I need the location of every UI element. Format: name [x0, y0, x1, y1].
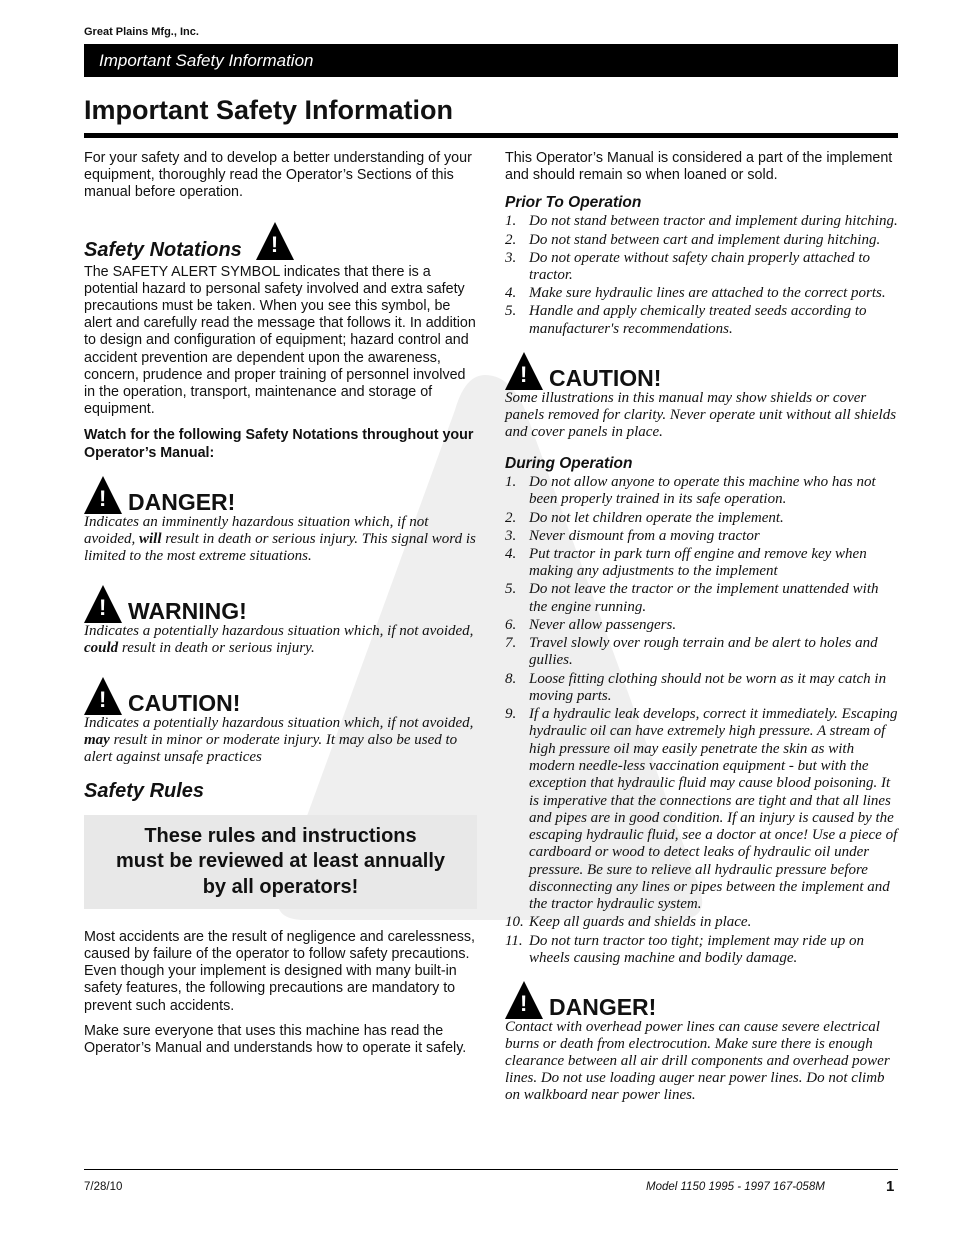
warning-emphasis: could: [84, 639, 119, 656]
item-text: Do not operate without safety chain properly attached to tractor.: [529, 249, 871, 284]
list-item: [505, 232, 899, 249]
list-item: [505, 581, 899, 616]
item-number: 3.: [505, 527, 517, 544]
item-number: 11.: [505, 932, 523, 949]
section-header-bar: Important Safety Information: [84, 44, 898, 77]
warning-text-b: result in death or serious injury.: [121, 639, 315, 656]
danger-description: [84, 514, 478, 565]
item-number: 4.: [505, 285, 517, 302]
warning-signal-word: WARNING!: [128, 597, 247, 624]
page-number: 1: [886, 1178, 895, 1195]
warning-alert-icon: [84, 585, 122, 623]
caution-signal-word: CAUTION!: [549, 365, 662, 392]
danger-signal-word: DANGER!: [549, 994, 657, 1021]
safety-notations-heading-row: [84, 222, 478, 262]
item-text: Put tractor in park turn off engine and remove key when making any adjustments to the implement: [529, 545, 867, 580]
warning-description: [84, 623, 478, 657]
read-manual-paragraph: Make sure everyone that uses this machine has read the Operator’s Manual and understands how to operate it safely.: [84, 1022, 467, 1057]
title-rule: [84, 133, 898, 138]
list-item: [505, 510, 899, 527]
list-item: [505, 250, 899, 285]
item-text: Never allow passengers.: [529, 616, 677, 633]
intro-paragraph: For your safety and to develop a better understanding of your equipment, thoroughly read the Operator’s Sections of this manual before operation.: [84, 150, 472, 201]
list-item: [505, 303, 899, 338]
danger-signal-word: DANGER!: [128, 488, 236, 515]
item-text: Do not stand between tractor and implement during hitching.: [529, 213, 898, 230]
left-column: [84, 150, 478, 1057]
list-item: [505, 671, 899, 706]
list-item: [505, 635, 899, 670]
item-number: 5.: [505, 581, 517, 598]
danger-emphasis: will: [138, 530, 162, 547]
item-number: 8.: [505, 670, 517, 687]
manual-part-paragraph: This Operator’s Manual is considered a part of the implement and should remain so when loaned or sold.: [505, 150, 893, 184]
callout-line: must be reviewed at least annually: [115, 850, 445, 873]
caution-text-b: result in minor or moderate injury. It may also be used to alert against unsafe practices: [84, 731, 458, 765]
safety-alert-icon: [256, 222, 294, 260]
page-title: Important Safety Information: [84, 95, 454, 125]
item-number: 7.: [505, 635, 517, 652]
danger-text-a: Indicates an imminently hazardous situation which, if not avoided,: [84, 513, 429, 547]
caution-alert-icon: [505, 352, 543, 390]
item-text: Handle and apply chemically treated seeds according to manufacturer's recommendations.: [529, 303, 867, 337]
during-operation-list: [505, 474, 899, 967]
footer-date: 7/28/10: [84, 1181, 123, 1193]
footer-model: Model 1150 1995 - 1997 167-058M: [646, 1181, 825, 1193]
list-item: [505, 213, 899, 230]
item-text: Do not turn tractor too tight; implement may ride up on wheels causing machine and bodily damage.: [529, 932, 864, 966]
safety-notations-heading: Safety Notations: [84, 238, 242, 261]
item-text: Travel slowly over rough terrain and be alert to holes and gullies.: [529, 635, 878, 669]
prior-to-operation-heading: Prior To Operation: [505, 194, 642, 212]
company-name: Great Plains Mfg., Inc.: [84, 26, 199, 38]
item-text: Keep all guards and shields in place.: [529, 914, 752, 931]
during-operation-heading: During Operation: [505, 455, 633, 473]
caution-text-a: Indicates a potentially hazardous situation which, if not avoided,: [84, 714, 474, 731]
item-number: 10.: [505, 914, 524, 931]
item-text: Do not allow anyone to operate this machine who has not been properly trained in its safe operation.: [529, 474, 876, 508]
item-text: Do not stand between cart and implement during hitching.: [529, 231, 881, 248]
item-text: Make sure hydraulic lines are attached to the correct ports.: [529, 285, 886, 302]
safety-rules-heading: Safety Rules: [84, 779, 205, 802]
danger-alert-icon: [505, 981, 543, 1019]
caution-notation: [505, 352, 899, 390]
item-number: 3.: [505, 249, 517, 266]
list-item: [505, 914, 899, 931]
caution-notation: [84, 677, 478, 715]
item-number: 2.: [505, 509, 517, 526]
power-lines-danger-text: Contact with overhead power lines can cause severe electrical burns or death from electrocution. Make sure there is enough clearance between all air drill components and overhead power lines. Do not use loading auger near power lines. Do not climb on walkboard near power lines.: [505, 1019, 890, 1104]
prior-to-operation-list: [505, 213, 899, 338]
caution-signal-word: CAUTION!: [128, 689, 241, 716]
list-item: [505, 474, 899, 509]
safety-notations-body: The SAFETY ALERT SYMBOL indicates that there is a potential hazard to personal safety involved and extra safety precautions must be taken. When you see this symbol, be alert and carefully read the message that follows it. In addition to design and configuration of equipment; hazard control and accident prevention are dependent upon the awareness, concern, prudence and proper training of personnel involved in the operation, transport, maintenance and storage of equipment.: [84, 263, 476, 418]
list-item: [505, 706, 899, 914]
item-text: Loose fitting clothing should not be worn as it may catch in moving parts.: [529, 670, 887, 704]
list-item: [505, 285, 899, 302]
warning-text-a: Indicates a potentially hazardous situation which, if not avoided,: [84, 622, 474, 639]
item-text: Never dismount from a moving tractor: [529, 527, 760, 544]
annual-review-callout: [84, 815, 477, 909]
item-text: If a hydraulic leak develops, correct it immediately. Escaping hydraulic oil can have extremely high pressure. A stream of high pressure oil may easily penetrate the skin as with modern needle-less vaccination equipment - but with the exception that hydraulic fluid may cause blood poisoning. It is imperative that the connections are tight and that all lines and pipes are in good condition. If an injury is caused by the escaping hydraulic fluid, see a doctor at once! Use a piece of cardboard or wood to detect leaks of hydraulic oil under pressure. Be sure to relieve all hydraulic pressure before disconnecting any lines or pipes between the implement and the tractor hydraulic system.: [529, 706, 898, 913]
danger-text-b: result in death or serious injury. This signal word is limited to the most extreme situations.: [84, 530, 476, 564]
item-number: 9.: [505, 706, 517, 723]
list-item: [505, 933, 899, 968]
watch-notations-text: Watch for the following Safety Notations throughout your Operator’s Manual:: [84, 427, 474, 461]
footer-rule: [84, 1169, 898, 1170]
danger-notation: [505, 981, 899, 1019]
caution-alert-icon: [84, 677, 122, 715]
item-number: 5.: [505, 303, 517, 320]
callout-line: These rules and instructions: [144, 824, 417, 847]
caution-description: [84, 715, 478, 766]
accidents-paragraph: Most accidents are the result of negligence and carelessness, caused by failure of the operator to follow safety precautions. Even though your implement is designed with many built-in safety features, the following precautions are mandatory to prevent such accidents.: [84, 928, 476, 1014]
item-number: 4.: [505, 545, 517, 562]
item-number: 1.: [505, 474, 517, 491]
item-number: 6.: [505, 616, 517, 633]
right-column: [505, 150, 899, 1104]
danger-alert-icon: [84, 476, 122, 514]
list-item: [505, 528, 899, 545]
caution-emphasis: may: [84, 731, 110, 748]
callout-line: by all operators!: [202, 875, 359, 898]
danger-notation: [84, 476, 478, 514]
warning-notation: [84, 585, 478, 623]
list-item: [505, 617, 899, 634]
item-text: Do not leave the tractor or the implement unattended with the engine running.: [529, 581, 879, 615]
item-number: 1.: [505, 213, 517, 230]
item-text: Do not let children operate the implement.: [529, 509, 784, 526]
list-item: [505, 546, 899, 581]
shields-caution-text: Some illustrations in this manual may show shields or cover panels removed for clarity. Never operate unit without all shields and cover panels in place.: [505, 390, 897, 441]
item-number: 2.: [505, 231, 517, 248]
